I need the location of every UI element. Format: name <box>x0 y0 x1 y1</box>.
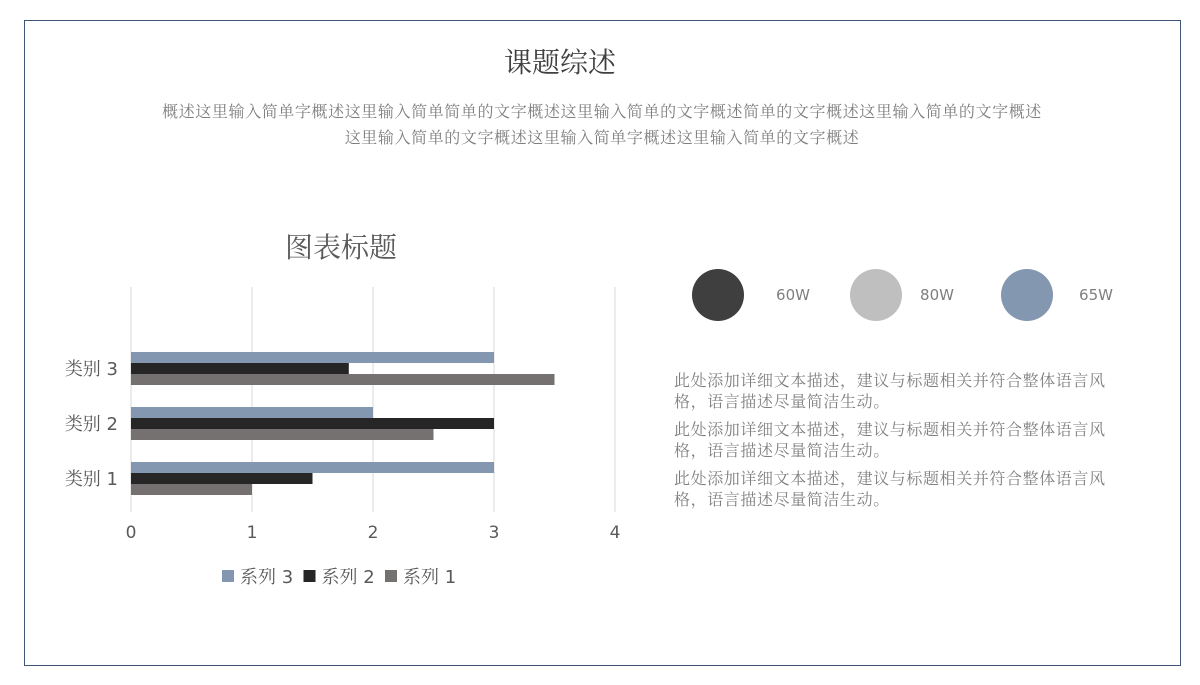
legend-label: 系列 1 <box>403 567 457 588</box>
slide-title: 课题综述 <box>503 46 616 79</box>
stat-circle-light <box>850 269 902 321</box>
bar <box>131 363 349 374</box>
description-paragraph: 此处添加详细文本描述，建议与标题相关并符合整体语言风格，语言描述尽量简洁生动。 <box>674 469 1106 509</box>
category-axis-label: 类别 1 <box>64 469 118 490</box>
category-axis-label: 类别 3 <box>64 359 118 380</box>
description-block <box>674 370 1114 517</box>
stat-circle-blue <box>1001 269 1053 321</box>
subtitle-line: 概述这里输入简单字概述这里输入简单简单的文字概述这里输入简单的文字概述简单的文字概述这里输入简单的文字概述 <box>162 102 1042 121</box>
bar-chart <box>0 0 660 620</box>
value-axis-labels <box>126 523 621 543</box>
legend-swatch <box>222 570 234 582</box>
category-axis-label: 类别 2 <box>64 414 118 435</box>
stat-circle-dark <box>692 269 744 321</box>
stat-label: 65W <box>1079 286 1113 304</box>
value-axis-tick-label: 2 <box>367 523 379 543</box>
legend-label: 系列 3 <box>240 567 294 588</box>
legend-swatch <box>385 570 397 582</box>
bar <box>131 352 494 363</box>
chart-title: 图表标题 <box>284 231 398 264</box>
bar <box>131 473 313 484</box>
bar <box>131 407 373 418</box>
value-axis-tick-label: 3 <box>488 523 500 543</box>
chart-legend <box>222 567 456 588</box>
legend-swatch <box>304 570 316 582</box>
stat-label: 80W <box>920 286 954 304</box>
subtitle-line: 这里输入简单的文字概述这里输入简单字概述这里输入简单的文字概述 <box>344 128 860 147</box>
bar <box>131 484 252 495</box>
bar <box>131 429 434 440</box>
bar <box>131 462 494 473</box>
value-axis-tick-label: 0 <box>125 523 137 543</box>
bar <box>131 374 555 385</box>
description-paragraph: 此处添加详细文本描述，建议与标题相关并符合整体语言风格，语言描述尽量简洁生动。 <box>674 420 1106 460</box>
value-axis-tick-label: 4 <box>609 523 621 543</box>
description-paragraph: 此处添加详细文本描述，建议与标题相关并符合整体语言风格，语言描述尽量简洁生动。 <box>674 371 1106 411</box>
value-axis-tick-label: 1 <box>246 523 258 543</box>
bars <box>131 352 555 495</box>
stat-label: 60W <box>776 286 810 304</box>
bar <box>131 418 494 429</box>
category-axis-labels <box>65 359 118 490</box>
legend-label: 系列 2 <box>321 567 375 588</box>
